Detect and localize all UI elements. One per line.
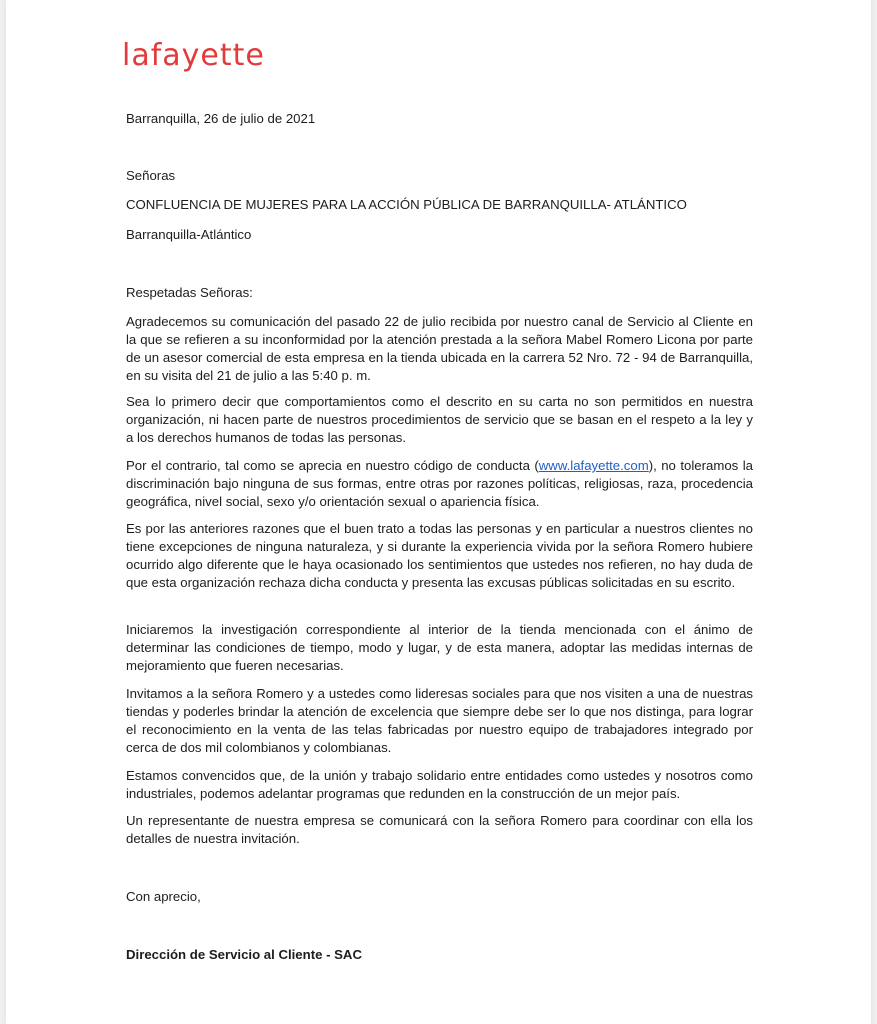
paragraph-7: Estamos convencidos que, de la unión y trabajo solidario entre entidades como ustedes y nosotros como industriales, podemos adelantar programas que redunden en la construcción de un mejor país. (126, 768, 753, 801)
recipient-organization: CONFLUENCIA DE MUJERES PARA LA ACCIÓN PÚBLICA DE BARRANQUILLA- ATLÁNTICO (126, 197, 687, 212)
paragraph-3-start: Por el contrario, tal como se aprecia en nuestro código de conducta ( (126, 458, 539, 473)
paragraph-8: Un representante de nuestra empresa se comunicará con la señora Romero para coordinar con ella los detalles de nuestra invitación. (126, 813, 753, 846)
paragraph-1: Agradecemos su comunicación del pasado 22 de julio recibida por nuestro canal de Servicio al Cliente en la que se refieren a su inconformidad por la atención prestada a la señora Mabel Romero Licona por parte de un asesor comercial de esta empresa en la tienda ubicada en la carrera 52 Nro. 72 - 94 de Barranquilla, en su visita del 21 de julio a las 5:40 p. m. (126, 314, 753, 383)
paragraph-5: Iniciaremos la investigación correspondiente al interior de la tienda mencionada con el ánimo de determinar las condiciones de tiempo, modo y lugar, y de esta manera, adoptar las medidas internas de mejoramiento que fueren necesarias. (126, 622, 753, 673)
letter-signature: Dirección de Servicio al Cliente - SAC (126, 947, 362, 962)
website-link[interactable]: www.lafayette.com (538, 458, 649, 473)
letter-closing: Con aprecio, (126, 889, 201, 904)
paragraph-2: Sea lo primero decir que comportamientos como el descrito en su carta no son permitidos en nuestra organización, ni hacen parte de nuestros procedimientos de servicio que se basan en el respeto a la ley y a los derechos humanos de todas las personas. (126, 394, 753, 445)
recipient-salutation: Señoras (126, 168, 176, 183)
letter-page (6, 0, 871, 1024)
letter-greeting: Respetadas Señoras: (126, 285, 253, 300)
paragraph-3 (126, 457, 753, 511)
recipient-city: Barranquilla-Atlántico (126, 227, 252, 242)
paragraph-6: Invitamos a la señora Romero y a ustedes como lideresas sociales para que nos visiten a una de nuestras tiendas y poderles brindar la atención de excelencia que siempre debe ser lo que nos distinga, para lograr el reconocimiento en la venta de las telas fabricadas por nuestro equipo de trabajadores integrado por cerca de dos mil colombianos y colombianas. (126, 686, 753, 755)
letter-date: Barranquilla, 26 de julio de 2021 (126, 111, 316, 126)
lafayette-logo: lafayette (122, 38, 265, 73)
paragraph-3-end: ), no toleramos la discriminación bajo ninguna de sus formas, entre otras por razones políticas, religiosas, raza, procedencia geográfica, nivel social, sexo y/o orientación sexual o apariencia física. (126, 458, 753, 509)
paragraph-4: Es por las anteriores razones que el buen trato a todas las personas y en particular a nuestros clientes no tiene excepciones de ninguna naturaleza, y si durante la experiencia vivida por la señora Romero hubiere ocurrido algo diferente que le haya ocasionado los sentimientos que ustedes nos refieren, no hay duda de que esta organización rechaza dicha conducta y presenta las excusas públicas solicitadas en su escrito. (126, 521, 753, 590)
